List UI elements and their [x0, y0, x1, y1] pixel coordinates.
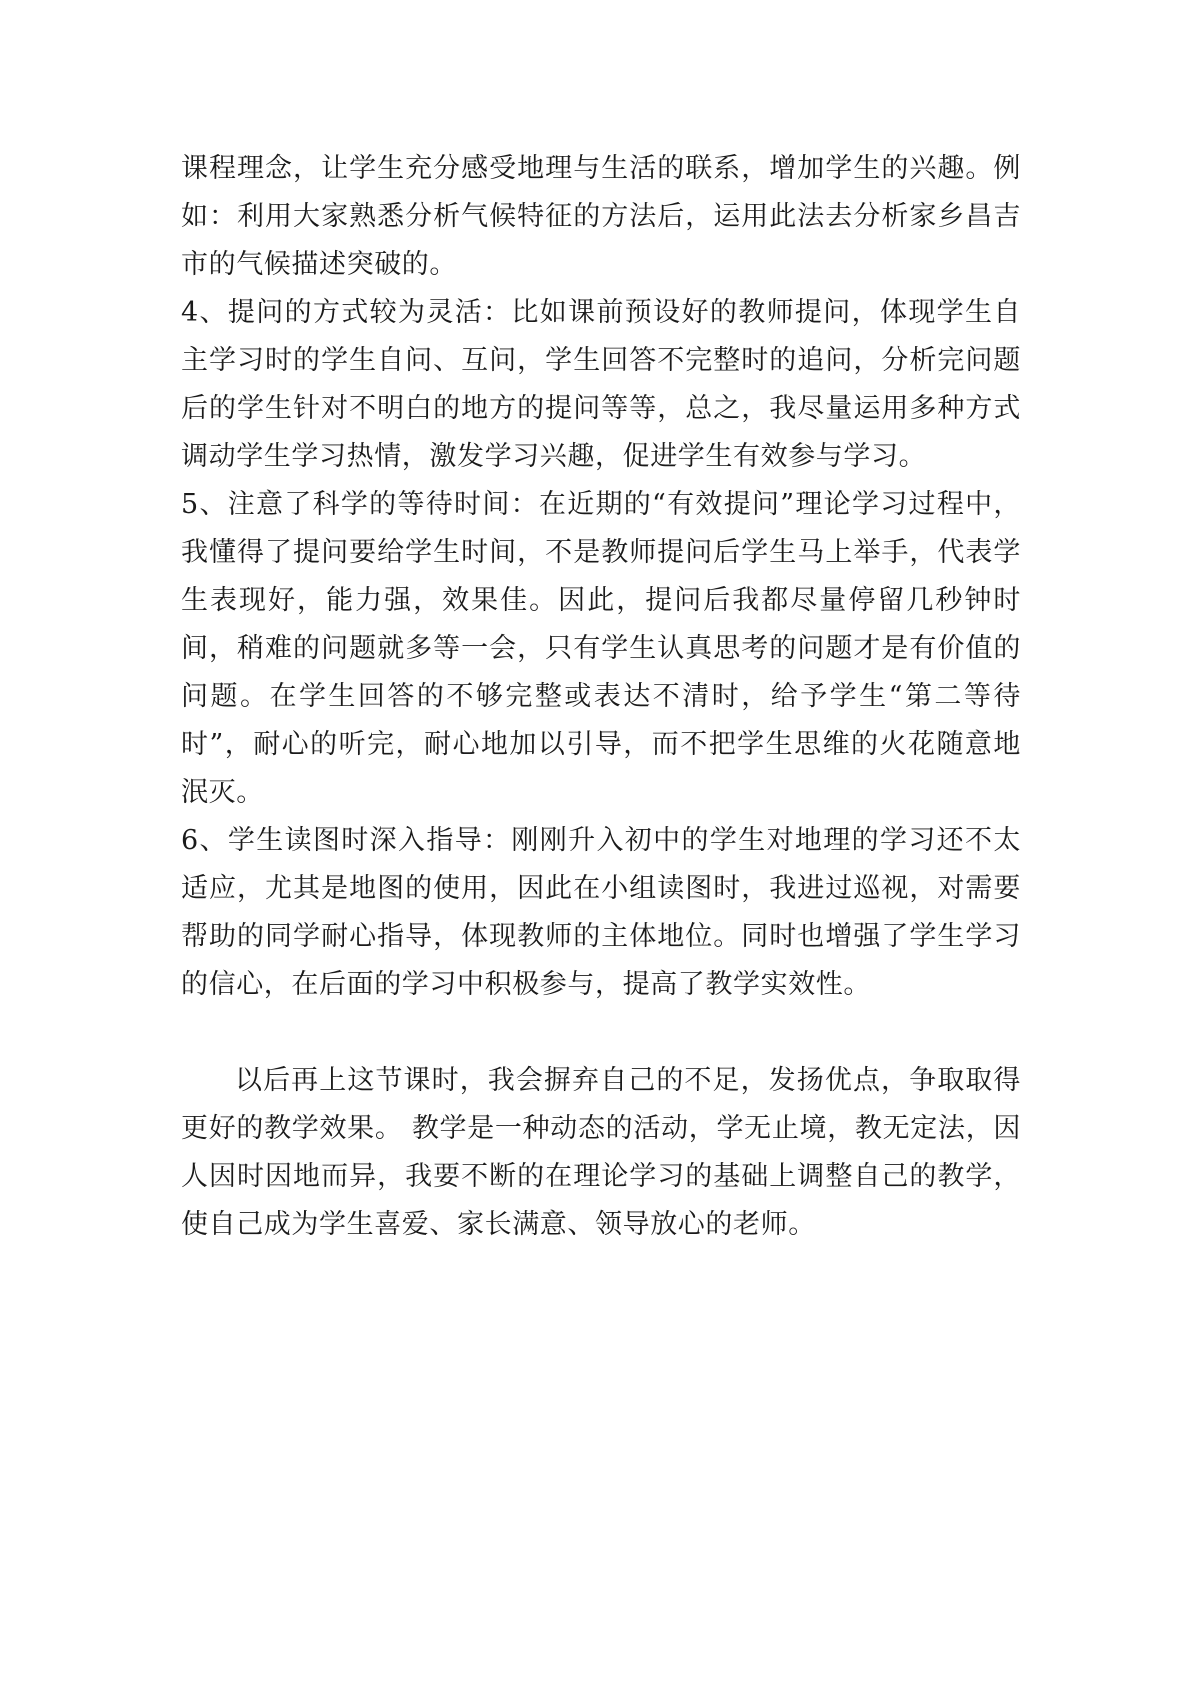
paragraph-point-6: 6、学生读图时深入指导：刚刚升入初中的学生对地理的学习还不太适应，尤其是地图的使用，因此在小组读图时，我进过巡视，对需要帮助的同学耐心指导，体现教师的主体地位。同时也增强了学生学习的信心，在后面的学习中积极参与，提高了教学实效性。 — [181, 825, 1021, 1000]
document-body — [181, 145, 1021, 1249]
paragraph-conclusion: 以后再上这节课时，我会摒弃自己的不足，发扬优点，争取取得更好的教学效果。 教学是一种动态的活动，学无止境，教无定法，因人因时因地而异，我要不断的在理论学习的基础上调整自己的教学，使自己成为学生喜爱、家长满意、领导放心的老师。 — [181, 1065, 1021, 1240]
paragraph-spacer — [181, 1009, 1021, 1057]
paragraph-continuation: 课程理念，让学生充分感受地理与生活的联系，增加学生的兴趣。例如：利用大家熟悉分析气候特征的方法后，运用此法去分析家乡昌吉市的气候描述突破的。 — [181, 153, 1021, 280]
paragraph-point-4: 4、提问的方式较为灵活：比如课前预设好的教师提问，体现学生自主学习时的学生自问、互问，学生回答不完整时的追问，分析完问题后的学生针对不明白的地方的提问等等，总之，我尽量运用多种方式调动学生学习热情，激发学习兴趣，促进学生有效参与学习。 — [181, 297, 1021, 472]
paragraph-point-5: 5、注意了科学的等待时间：在近期的“有效提问”理论学习过程中，我懂得了提问要给学生时间，不是教师提问后学生马上举手，代表学生表现好，能力强，效果佳。因此，提问后我都尽量停留几秒钟时间，稍难的问题就多等一会，只有学生认真思考的问题才是有价值的问题。在学生回答的不够完整或表达不清时，给予学生“第二等待时”，耐心的听完，耐心地加以引导，而不把学生思维的火花随意地泯灭。 — [181, 489, 1021, 808]
